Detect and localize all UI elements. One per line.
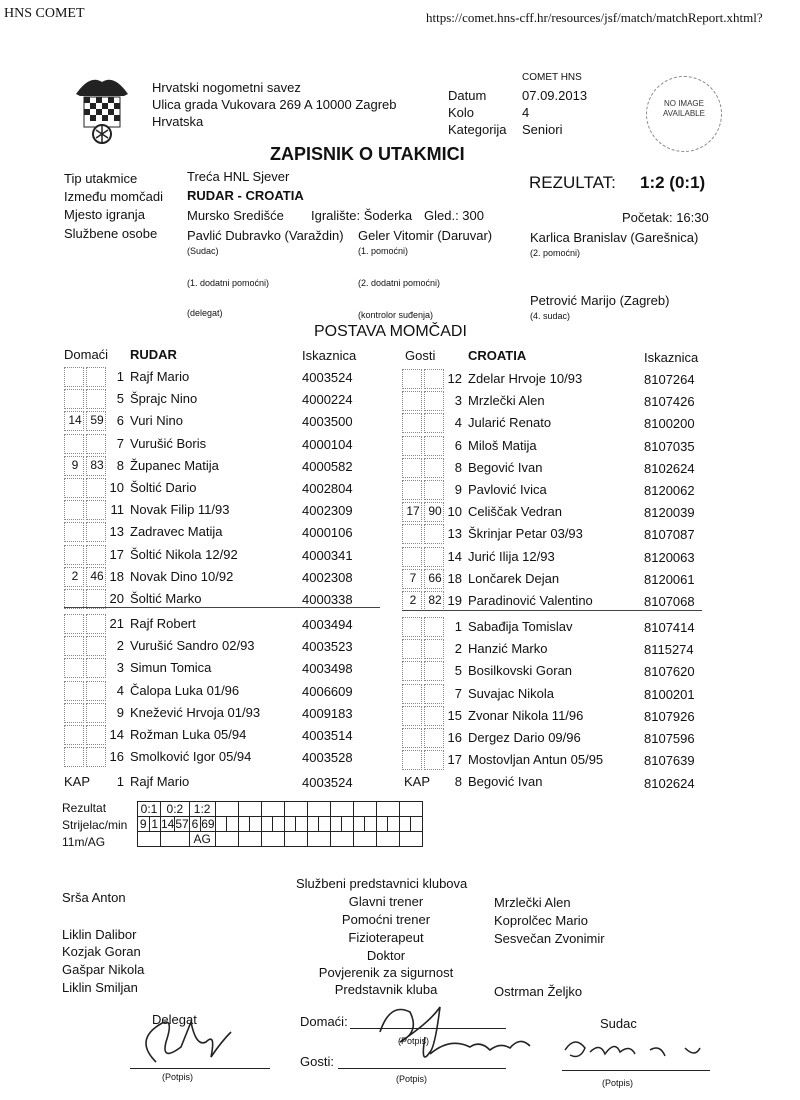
card-box xyxy=(402,458,422,478)
player-number: 2 xyxy=(116,638,124,654)
teams-value: RUDAR - CROATIA xyxy=(187,188,304,203)
player-id: 4003524 xyxy=(302,370,353,385)
player-name: Škrinjar Petar 03/93 xyxy=(468,526,583,542)
player-number: 7 xyxy=(116,435,124,451)
player-number: 2 xyxy=(454,641,462,657)
org-country: Hrvatska xyxy=(152,114,204,129)
player-id: 4003523 xyxy=(302,639,353,655)
player-number: 17 xyxy=(109,546,124,562)
player-name: Smolković Igor 05/94 xyxy=(130,749,252,765)
org-address: Ulica grada Vukovara 269 A 10000 Zagreb xyxy=(152,97,397,112)
date-label: Datum xyxy=(448,88,487,103)
player-name: Bosilkovski Goran xyxy=(468,663,573,679)
player-number: 14 xyxy=(109,727,124,742)
player-number: 9 xyxy=(454,482,462,497)
lineup-title: POSTAVA MOMČADI xyxy=(314,323,467,340)
match-type-value: Treća HNL Sjever xyxy=(187,169,290,184)
home-team-name: RUDAR xyxy=(130,347,177,362)
player-id: 8107068 xyxy=(644,594,695,609)
player-number: 10 xyxy=(447,504,462,520)
player-id: 4003498 xyxy=(302,661,353,677)
score-scorer-cell xyxy=(227,817,239,832)
home-official-name: Gašpar Nikola xyxy=(62,962,145,977)
score-scorer-cell xyxy=(307,817,319,832)
player-id: 4003500 xyxy=(302,414,353,430)
card-box xyxy=(64,367,84,387)
assistant1-role: (1. pomoćni) xyxy=(358,246,409,256)
player-number: 10 xyxy=(109,480,124,495)
sub-minute: 59 xyxy=(90,413,104,428)
score-scorer-cell: 69 xyxy=(201,817,215,831)
home-captain-id: 4003524 xyxy=(302,775,353,790)
card-box xyxy=(64,434,84,454)
card-box xyxy=(64,589,84,609)
delegate-signature-label: Delegat xyxy=(152,1012,197,1027)
sub-minute: 83 xyxy=(90,457,104,472)
delegate-signature xyxy=(126,1002,256,1072)
score-result-cell xyxy=(399,802,422,817)
away-captain-number: 8 xyxy=(454,774,462,789)
official-role: Povjerenik za sigurnost xyxy=(318,965,454,980)
player-name: Novak Dino 10/92 xyxy=(130,568,234,584)
home-id-header: Iskaznica xyxy=(302,348,357,363)
score-scorer-cell xyxy=(388,817,400,832)
home-signature-caption: (Potpis) xyxy=(398,1036,430,1046)
sub-minute: 90 xyxy=(428,504,442,519)
card-box xyxy=(402,369,422,389)
fourth-official-role: (4. sudac) xyxy=(530,311,571,321)
player-name: Miloš Matija xyxy=(468,437,537,453)
score-penalty-cell xyxy=(330,832,353,847)
score-result-cell: 1:2 xyxy=(189,802,215,817)
result-label: REZULTAT: xyxy=(529,173,616,192)
player-number: 4 xyxy=(116,682,124,698)
page-title: ZAPISNIK O UTAKMICI xyxy=(270,144,465,164)
player-id: 8120063 xyxy=(644,549,695,565)
player-number: 8 xyxy=(454,459,462,475)
player-name: Knežević Hrvoja 01/93 xyxy=(130,704,261,720)
player-number: 20 xyxy=(109,591,124,606)
player-number: 11 xyxy=(110,502,124,518)
player-id: 8107035 xyxy=(644,438,695,454)
player-name: Simun Tomica xyxy=(130,660,212,676)
card-box xyxy=(402,436,422,456)
player-number: 6 xyxy=(454,437,462,453)
card-box xyxy=(402,413,422,433)
score-scorer-cell: 57 xyxy=(175,817,189,831)
player-id: 8107620 xyxy=(644,664,695,680)
score-penalty-cell: AG xyxy=(189,832,215,847)
player-name: Zvonar Nikola 11/96 xyxy=(468,707,584,723)
away-official-name: Sesvečan Zvonimir xyxy=(494,931,605,946)
player-name: Suvajac Nikola xyxy=(468,685,554,701)
sub-box xyxy=(64,703,84,723)
away-captain-name: Begović Ivan xyxy=(468,774,543,789)
home-signature-label: Domaći: xyxy=(300,1014,348,1029)
assistant2-role: (2. pomoćni) xyxy=(530,248,581,258)
player-id: 8107926 xyxy=(644,708,695,724)
score-scorer-cell: 1 xyxy=(149,817,161,832)
score-scorer-cell xyxy=(353,817,365,832)
player-id: 8100200 xyxy=(644,416,695,432)
referee-signature xyxy=(560,1030,710,1070)
away-official-name: Mrzlečki Alen xyxy=(494,895,571,910)
home-official-name: Liklin Dalibor xyxy=(62,927,137,942)
match-type-label: Tip utakmice xyxy=(64,171,138,186)
player-name: Mrzlečki Alen xyxy=(468,393,545,409)
round-value: 4 xyxy=(522,105,530,120)
score-row-label-result: Rezultat xyxy=(62,801,107,815)
sub-number: 14 xyxy=(68,413,82,428)
print-header-title: HNS COMET xyxy=(4,6,85,21)
score-scorer-cell xyxy=(319,817,331,832)
sub-minute: 66 xyxy=(428,570,442,585)
sub-box xyxy=(64,636,84,656)
player-name: Lončarek Dejan xyxy=(468,570,560,586)
player-name: Celiščak Vedran xyxy=(468,504,562,520)
player-number: 3 xyxy=(116,660,124,676)
card-box xyxy=(64,500,84,520)
home-captain-number: 1 xyxy=(116,774,124,789)
player-name: Zdelar Hrvoje 10/93 xyxy=(468,371,583,386)
player-name: Pavlović Ivica xyxy=(468,482,547,497)
player-id: 4000224 xyxy=(302,392,353,408)
category-label: Kategorija xyxy=(448,122,507,137)
score-result-cell xyxy=(330,802,353,817)
club-officials-title: Službeni predstavnici klubova xyxy=(296,876,468,891)
home-captain-name: Rajf Mario xyxy=(130,774,190,789)
score-penalty-cell xyxy=(307,832,330,847)
score-result-cell xyxy=(284,802,307,817)
extra-assistant2-role: (2. dodatni pomoćni) xyxy=(358,278,441,288)
referee-signature-label: Sudac xyxy=(600,1016,637,1031)
score-result-cell xyxy=(353,802,376,817)
player-number: 15 xyxy=(447,707,462,723)
sub-box xyxy=(64,681,84,701)
player-name: Rožman Luka 05/94 xyxy=(130,727,247,742)
score-penalty-cell xyxy=(353,832,376,847)
player-number: 7 xyxy=(454,685,462,701)
score-scorer-cell: 9 xyxy=(138,817,150,832)
score-result-cell xyxy=(307,802,330,817)
home-label: Domaći xyxy=(64,347,109,362)
player-name: Županec Matija xyxy=(130,457,219,473)
player-id: 4002309 xyxy=(302,503,353,519)
player-id: 4006609 xyxy=(302,683,353,699)
fourth-official-name: Petrović Marijo (Zagreb) xyxy=(530,293,670,308)
category-value: Seniori xyxy=(522,122,563,137)
card-box xyxy=(64,478,84,498)
sub-box xyxy=(402,661,422,681)
referee-name: Pavlić Dubravko (Varaždin) xyxy=(187,228,344,243)
away-team-name: CROATIA xyxy=(468,348,527,363)
sub-box xyxy=(402,728,422,748)
score-result-cell: 0:1 xyxy=(138,802,161,817)
away-signature-label: Gosti: xyxy=(300,1054,334,1069)
assistant2-name: Karlica Branislav (Garešnica) xyxy=(530,230,699,245)
score-penalty-cell xyxy=(238,832,261,847)
card-box xyxy=(64,522,84,542)
player-id: 4009183 xyxy=(302,705,353,721)
date-value: 07.09.2013 xyxy=(522,88,588,103)
away-captain-label: KAP xyxy=(404,774,431,789)
player-id: 4003494 xyxy=(302,617,353,632)
assistant1-name: Geler Vitomir (Daruvar) xyxy=(358,228,493,243)
player-id: 4002308 xyxy=(302,569,353,585)
sub-box xyxy=(64,658,84,678)
comet-label: COMET HNS xyxy=(522,72,582,83)
player-number: 19 xyxy=(447,593,462,608)
result-value: 1:2 (0:1) xyxy=(640,173,706,192)
player-number: 5 xyxy=(454,663,462,679)
sub-box xyxy=(402,750,422,770)
sub-box xyxy=(64,747,84,767)
official-role: Predstavnik kluba xyxy=(334,982,438,997)
official-role: Fizioterapeut xyxy=(348,930,424,945)
player-name: Rajf Mario xyxy=(130,369,190,384)
player-number: 16 xyxy=(109,749,124,765)
score-penalty-cell xyxy=(161,832,190,847)
referee-signature-caption: (Potpis) xyxy=(602,1078,634,1088)
player-name: Paradinović Valentino xyxy=(468,593,593,608)
extra-assistant1-role: (1. dodatni pomoćni) xyxy=(187,278,270,288)
score-penalty-cell xyxy=(376,832,399,847)
player-name: Šoltić Marko xyxy=(130,591,202,606)
away-captain-id: 8102624 xyxy=(644,776,695,791)
player-number: 8 xyxy=(116,457,124,473)
player-number: 9 xyxy=(116,704,124,720)
score-scorer-cell xyxy=(330,817,342,832)
player-id: 4000341 xyxy=(302,547,353,563)
player-id: 4002804 xyxy=(302,481,353,496)
score-scorer-cell xyxy=(296,817,308,832)
place-value: Mursko Središće xyxy=(187,208,284,223)
home-captain-label: KAP xyxy=(64,774,91,789)
round-label: Kolo xyxy=(448,105,475,120)
score-penalty-cell xyxy=(215,832,238,847)
sub-number: 2 xyxy=(409,593,417,607)
home-signature xyxy=(360,992,560,1072)
player-id: 8107264 xyxy=(644,372,695,387)
player-number: 21 xyxy=(109,616,124,631)
sub-number: 2 xyxy=(71,568,79,583)
player-name: Čalopa Luka 01/96 xyxy=(130,682,240,698)
home-official-name: Kozjak Goran xyxy=(62,944,141,959)
player-name: Zadravec Matija xyxy=(130,524,223,540)
player-id: 8107639 xyxy=(644,753,695,769)
card-box xyxy=(402,391,422,411)
away-signature-caption: (Potpis) xyxy=(396,1074,428,1084)
player-number: 1 xyxy=(116,369,124,384)
score-scorer-cell xyxy=(365,817,377,832)
official-role: Doktor xyxy=(366,948,406,963)
sub-box xyxy=(402,617,422,637)
sub-number: 7 xyxy=(409,570,417,585)
player-name: Šprajc Nino xyxy=(130,391,198,407)
org-name: Hrvatski nogometni savez xyxy=(152,80,301,95)
score-penalty-cell xyxy=(138,832,161,847)
player-id: 8107426 xyxy=(644,394,695,410)
spectators-value: Gled.: 300 xyxy=(424,208,484,223)
referee-role: (Sudac) xyxy=(187,246,219,256)
player-id: 8100201 xyxy=(644,686,695,702)
player-id: 8120039 xyxy=(644,505,695,521)
player-name: Sabađija Tomislav xyxy=(468,619,573,634)
score-scorer-cell: 6 xyxy=(189,817,201,832)
player-id: 4003514 xyxy=(302,728,353,743)
score-scorer-cell xyxy=(261,817,273,832)
official-role: Glavni trener xyxy=(348,894,424,909)
score-result-cell: 0:2 xyxy=(161,802,190,817)
sub-box xyxy=(64,614,84,634)
federation-logo-icon xyxy=(72,72,132,144)
place-label: Mjesto igranja xyxy=(64,207,145,222)
score-scorer-cell xyxy=(376,817,388,832)
home-official-name: Liklin Smiljan xyxy=(62,980,138,995)
player-id: 8120061 xyxy=(644,571,695,587)
player-id: 4000106 xyxy=(302,525,353,541)
sub-number: 17 xyxy=(406,504,420,519)
card-box xyxy=(402,480,422,500)
card-box xyxy=(64,389,84,409)
score-scorer-cell xyxy=(399,817,411,832)
player-name: Novak Filip 11/93 xyxy=(130,502,230,518)
player-name: Vuri Nino xyxy=(130,413,183,429)
player-name: Mostovljan Antun 05/95 xyxy=(468,752,604,768)
delegate-role: (delegat) xyxy=(187,308,223,318)
score-result-cell xyxy=(215,802,238,817)
player-id: 8107596 xyxy=(644,731,695,746)
away-id-header: Iskaznica xyxy=(644,350,699,365)
player-number: 4 xyxy=(454,415,462,431)
sub-box xyxy=(64,725,84,745)
card-box xyxy=(402,547,422,567)
player-id: 4000338 xyxy=(302,592,353,607)
player-id: 8120062 xyxy=(644,483,695,498)
player-number: 14 xyxy=(447,548,462,564)
sub-box xyxy=(402,639,422,659)
player-id: 8115274 xyxy=(644,642,694,658)
player-number: 6 xyxy=(116,413,124,429)
sub-minute: 46 xyxy=(90,568,104,583)
player-name: Šoltić Nikola 12/92 xyxy=(130,546,238,562)
delegate-signature-caption: (Potpis) xyxy=(162,1072,194,1082)
card-box xyxy=(402,524,422,544)
away-official-name: Ostrman Željko xyxy=(494,984,583,999)
no-image-placeholder: NO IMAGE AVAILABLE xyxy=(646,76,722,152)
score-scorer-cell xyxy=(284,817,296,832)
score-row-label-penalty: 11m/AG xyxy=(62,835,106,849)
score-scorer-cell xyxy=(238,817,250,832)
score-scorer-cell xyxy=(250,817,262,832)
player-name: Vurušić Boris xyxy=(130,435,207,451)
player-number: 18 xyxy=(109,568,124,584)
player-number: 13 xyxy=(447,526,462,542)
print-header-url: https://comet.hns-cff.hr/resources/jsf/match/matchReport.xhtml? xyxy=(426,10,763,25)
away-official-name: Koprolčec Mario xyxy=(494,913,588,928)
score-scorer-cell: 14 xyxy=(161,817,175,831)
player-id: 8107087 xyxy=(644,527,695,543)
player-id: 4000582 xyxy=(302,458,353,474)
player-id: 8107414 xyxy=(644,620,695,635)
player-name: Begović Ivan xyxy=(468,459,543,475)
score-penalty-cell xyxy=(284,832,307,847)
score-grid xyxy=(137,801,423,847)
player-id: 4003528 xyxy=(302,750,353,766)
score-scorer-cell xyxy=(342,817,354,832)
player-number: 17 xyxy=(447,752,462,768)
player-name: Šoltić Dario xyxy=(130,480,197,495)
control-role: (kontrolor suđenja) xyxy=(358,310,434,320)
card-box xyxy=(64,545,84,565)
score-row-label-scorer: Strijelac/min xyxy=(62,818,128,832)
score-result-cell xyxy=(238,802,261,817)
ground-value: Igralište: Šoderka xyxy=(311,208,413,223)
sub-number: 9 xyxy=(71,457,79,472)
player-number: 13 xyxy=(109,524,124,540)
start-time: Početak: 16:30 xyxy=(622,210,709,225)
player-name: Jurić Ilija 12/93 xyxy=(468,548,555,564)
score-result-cell xyxy=(376,802,399,817)
player-name: Jularić Renato xyxy=(468,415,552,431)
score-scorer-cell xyxy=(411,817,423,832)
officials-label: Službene osobe xyxy=(64,226,158,241)
home-official-name: Srša Anton xyxy=(62,890,126,905)
player-number: 3 xyxy=(454,393,462,409)
player-number: 18 xyxy=(447,570,462,586)
player-id: 8102624 xyxy=(644,460,695,476)
score-scorer-cell xyxy=(215,817,227,832)
score-scorer-cell xyxy=(273,817,285,832)
sub-minute: 82 xyxy=(428,593,442,607)
sub-box xyxy=(402,684,422,704)
player-name: Dergez Dario 09/96 xyxy=(468,730,581,745)
score-result-cell xyxy=(261,802,284,817)
player-name: Hanzić Marko xyxy=(468,641,548,657)
player-number: 12 xyxy=(447,371,462,386)
player-number: 1 xyxy=(454,619,462,634)
player-number: 16 xyxy=(447,730,462,745)
teams-label: Između momčadi xyxy=(64,189,163,204)
score-penalty-cell xyxy=(399,832,422,847)
player-number: 5 xyxy=(116,391,124,407)
away-label: Gosti xyxy=(405,348,436,363)
score-penalty-cell xyxy=(261,832,284,847)
player-name: Rajf Robert xyxy=(130,616,196,631)
player-id: 4000104 xyxy=(302,436,353,452)
player-name: Vurušić Sandro 02/93 xyxy=(130,638,255,654)
official-role: Pomoćni trener xyxy=(341,912,431,927)
sub-box xyxy=(402,706,422,726)
